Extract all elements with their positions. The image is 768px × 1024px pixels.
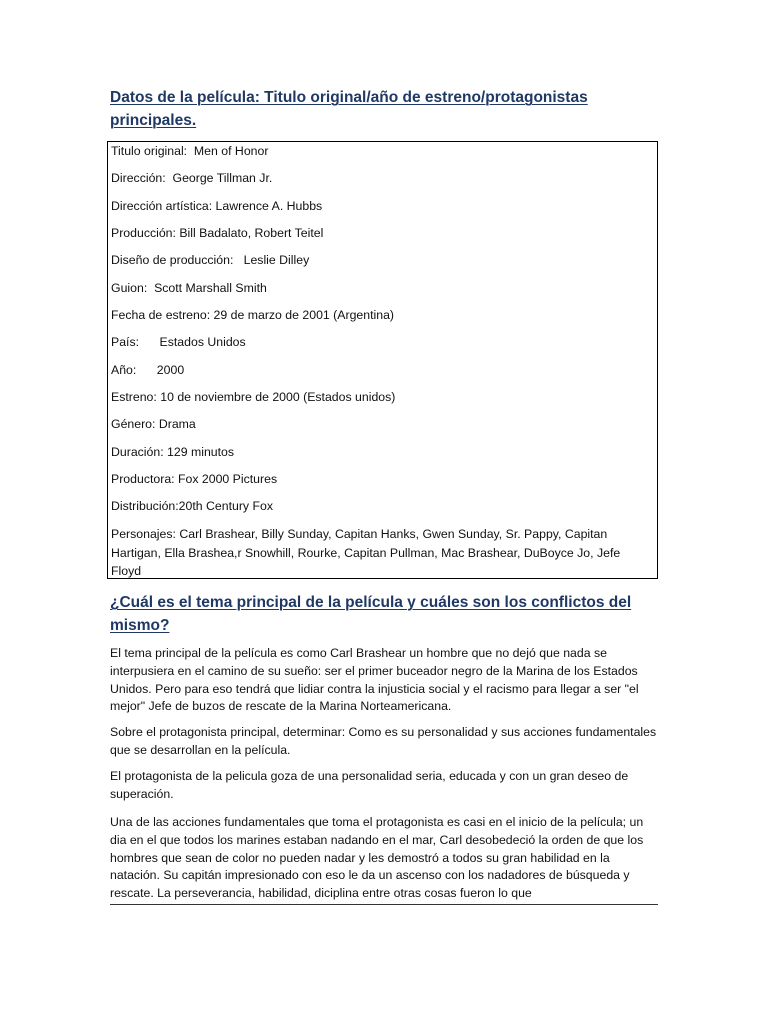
page-bottom-divider (110, 904, 658, 905)
table-row: Duración: 129 minutos (111, 445, 235, 459)
table-row: Estreno: 10 de noviembre de 2000 (Estados unidos) (111, 390, 396, 404)
table-row: Producción: Bill Badalato, Robert Teitel (111, 226, 324, 240)
table-row: Género: Drama (111, 417, 196, 431)
table-row: Fecha de estreno: 29 de marzo de 2001 (Argentina) (111, 308, 395, 322)
table-row: Dirección: George Tillman Jr. (111, 171, 273, 185)
table-row-characters: Personajes: Carl Brashear, Billy Sunday, Capitan Hanks, Gwen Sunday, Sr. Pappy, Capitan Hartigan, Ella Brashea,r Snowhill, Rourke, Capitan Pullman, Mac Brashear, DuBoyce Jo, Jefe Floyd (111, 527, 621, 578)
section-heading-film-data: Datos de la película: Titulo original/año de estreno/protagonistas principales. (110, 89, 588, 129)
table-row: Diseño de producción: Leslie Dilley (111, 253, 310, 267)
paragraph-protagonist-question: Sobre el protagonista principal, determinar: Como es su personalidad y sus acciones fundamentales que se desarrollan en la película. (110, 725, 657, 757)
paragraph-protagonist-actions: Una de las acciones fundamentales que toma el protagonista es casi en el inicio de la película; un dia en el que todos los marines estaban nadando en el mar, Carl desobedeció la orden de que los hombres que sean de color no pueden nadar y les demostró a todos su gran habilidad en la natación. Su capitán impresionado con eso le da un ascenso con los nadadores de búsqueda y rescate. La perseverancia, habilidad, diciplina entre otras cosas fueron lo que (110, 815, 644, 901)
table-row: Titulo original: Men of Honor (111, 144, 269, 158)
paragraph-main-theme: El tema principal de la película es como Carl Brashear un hombre que no dejó que nada se interpusiera en el camino de su sueño: ser el primer buceador negro de la Marina de los Estados Unidos. Pero para eso tendrá que lidiar contra la injusticia social y el racismo para llegar a ser "el mejor" Jefe de buzos de rescate de la Marina Norteamericana. (110, 646, 639, 714)
table-row: Productora: Fox 2000 Pictures (111, 472, 278, 486)
table-row: Dirección artística: Lawrence A. Hubbs (111, 199, 323, 213)
table-row: Distribución:20th Century Fox (111, 499, 273, 513)
table-row: Año: 2000 (111, 363, 185, 377)
section-heading-main-theme: ¿Cuál es el tema principal de la película y cuáles son los conflictos del mismo? (110, 594, 632, 634)
paragraph-protagonist-personality: El protagonista de la pelicula goza de una personalidad seria, educada y con un gran deseo de superación. (110, 769, 629, 801)
table-row: Guion: Scott Marshall Smith (111, 281, 267, 295)
film-data-table (107, 141, 658, 579)
table-row: País: Estados Unidos (111, 335, 246, 349)
